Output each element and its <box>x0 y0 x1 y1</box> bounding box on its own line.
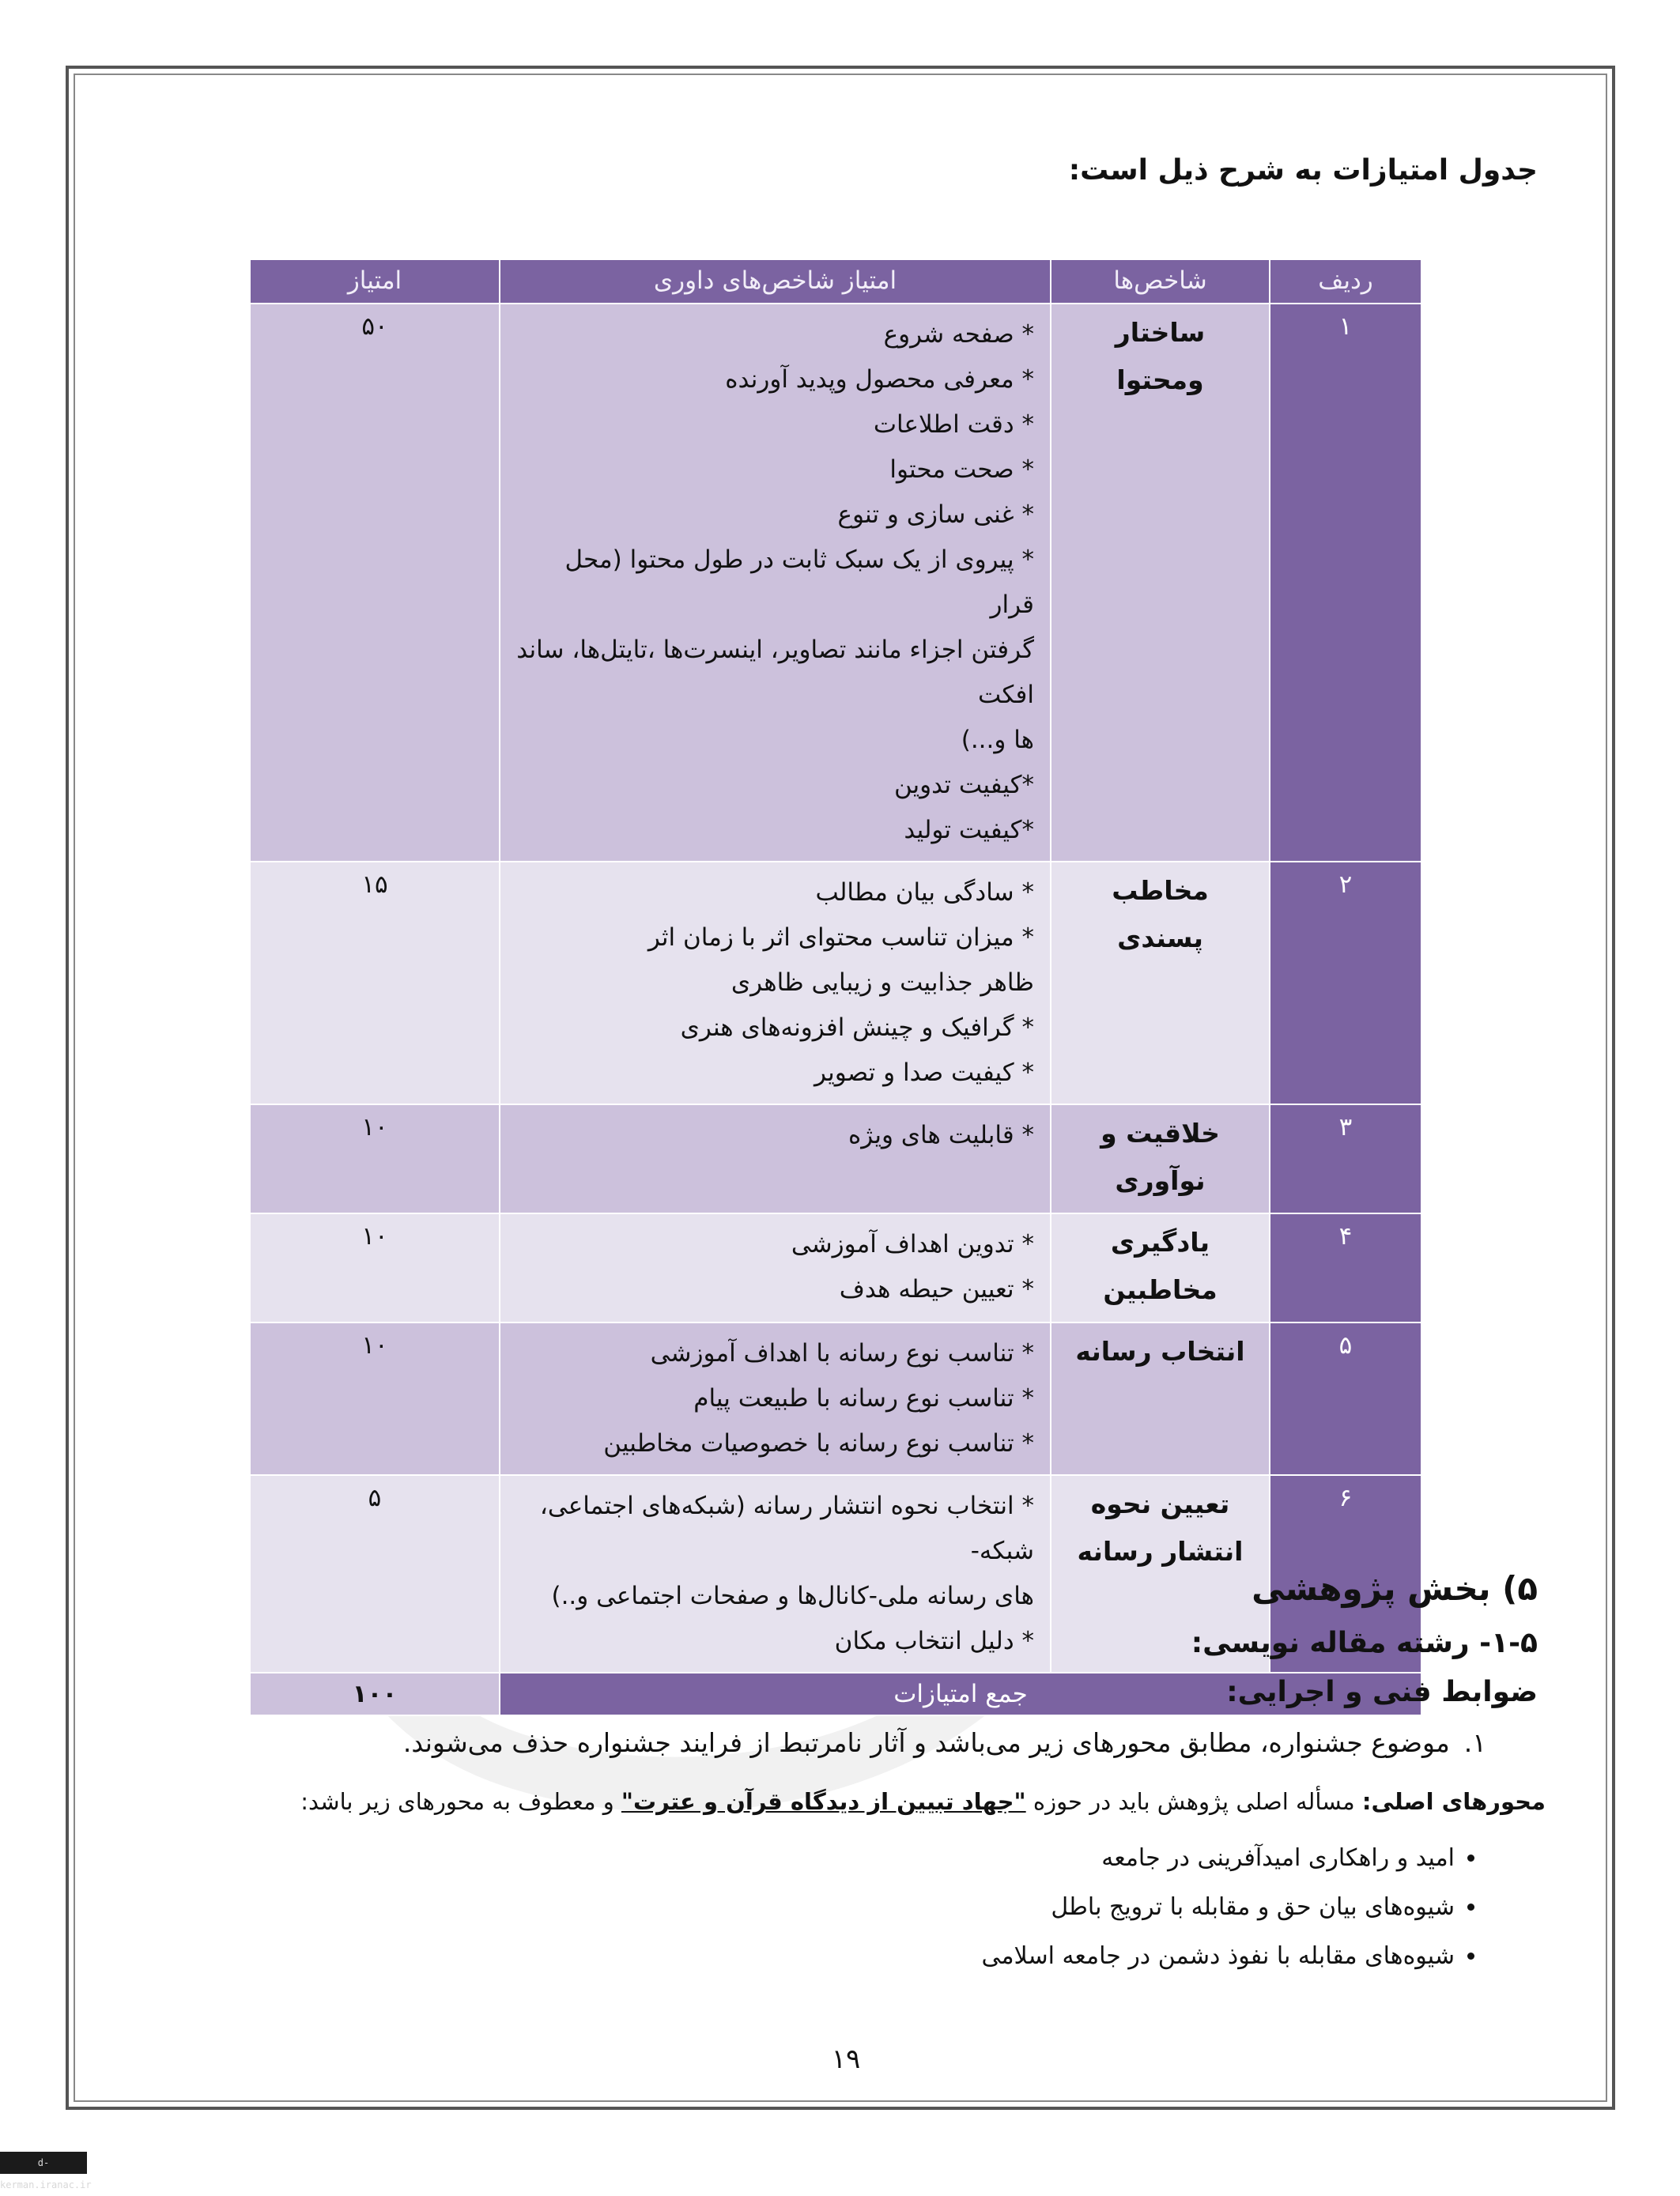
row-number: ۳ <box>1270 1104 1421 1213</box>
subsection-subtitle: ضوابط فنی و اجرایی: <box>1226 1676 1538 1708</box>
axes-text-after: و معطوف به محورهای زیر باشد: <box>300 1788 621 1815</box>
axes-highlight: "جهاد تبیین از دیدگاه قرآن و عترت" <box>621 1788 1026 1815</box>
criteria-item: ها و...) <box>961 726 1034 754</box>
row-score: ۵ <box>250 1475 500 1673</box>
section-title: ۵) بخش پژوهشی <box>1252 1569 1538 1608</box>
criteria-item: ظاهر جذابیت و زیبایی ظاهری <box>731 968 1034 997</box>
row-criteria <box>500 304 1051 862</box>
site-logo: d-kerman.iranac.ir <box>0 2152 87 2174</box>
row-score: ۱۵ <box>250 862 500 1104</box>
list-item: • شیوه‌های مقابله با نفوذ دشمن در جامعه اسلامی <box>506 1932 1455 1981</box>
row-score: ۱۰ <box>250 1213 500 1323</box>
criteria-item: * غنی سازی و تنوع <box>837 500 1034 529</box>
list-item: • امید و راهکاری امیدآفرینی در جامعه <box>506 1834 1455 1883</box>
criteria-item: * تناسب نوع رسانه با خصوصیات مخاطبین <box>603 1429 1034 1458</box>
axes-list <box>506 1834 1486 1981</box>
row-number: ۵ <box>1270 1323 1421 1475</box>
row-number: ۶ <box>1270 1475 1421 1673</box>
criteria-item: * تعیین حیطه هدف <box>839 1275 1034 1304</box>
table-row <box>250 1323 1421 1475</box>
table-row <box>250 304 1421 862</box>
axes-label: محورهای اصلی: <box>1361 1788 1546 1815</box>
row-number: ۴ <box>1270 1213 1421 1323</box>
table-heading: جدول امتیازات به شرح ذیل است: <box>1068 154 1538 187</box>
row-indicator: مخاطب پسندی <box>1051 862 1270 1104</box>
criteria-item: * معرفی محصول وپدید آورنده <box>725 365 1034 394</box>
row-score: ۱۰ <box>250 1323 500 1475</box>
row-number: ۱ <box>1270 304 1421 862</box>
header-row-number: ردیف <box>1270 259 1421 304</box>
row-criteria <box>500 1323 1051 1475</box>
header-indicator: شاخص‌ها <box>1051 259 1270 304</box>
criteria-item: * کیفیت صدا و تصویر <box>814 1058 1034 1087</box>
header-criteria: امتیاز شاخص‌های داوری <box>500 259 1051 304</box>
criteria-item: های رسانه ملی-کانال‌ها و صفحات اجتماعی و..) <box>551 1582 1034 1610</box>
row-score: ۵۰ <box>250 304 500 862</box>
row-indicator: تعیین نحوه انتشار رسانه <box>1051 1475 1270 1673</box>
item-number: ۱. <box>1463 1727 1486 1758</box>
row-score: ۱۰ <box>250 1104 500 1213</box>
score-table <box>249 258 1422 1716</box>
item-text: موضوع جشنواره، مطابق محورهای زیر می‌باشد و آثار نامرتبط از فرایند جشنواره حذف می‌شوند. <box>402 1727 1450 1758</box>
table-row <box>250 862 1421 1104</box>
header-score: امتیاز <box>250 259 500 304</box>
list-item: • شیوه‌های بیان حق و مقابله با ترویج باطل <box>506 1883 1455 1932</box>
row-criteria <box>500 862 1051 1104</box>
criteria-item: * انتخاب نحوه انتشار رسانه (شبکه‌های اجتماعی، شبکه- <box>539 1492 1034 1565</box>
criteria-item: * تناسب نوع رسانه با طبیعت پیام <box>693 1384 1034 1413</box>
criteria-item: * میزان تناسب محتوای اثر با زمان اثر <box>647 923 1034 952</box>
total-label: جمع امتیازات <box>500 1673 1421 1715</box>
criteria-item: *کیفیت تولید <box>904 816 1034 844</box>
criteria-item: * صحت محتوا <box>889 455 1034 484</box>
row-indicator: انتخاب رسانه <box>1051 1323 1270 1475</box>
criteria-item: * تدوین اهداف آموزشی <box>791 1230 1034 1258</box>
subsection-title: ۱-۵- رشته مقاله نویسی: <box>1191 1627 1538 1659</box>
page-number: ۱۹ <box>831 2043 861 2075</box>
criteria-item: * دقت اطلاعات <box>873 410 1034 439</box>
criteria-item: * دلیل انتخاب مکان <box>834 1627 1034 1655</box>
criteria-item: گرفتن اجزاء مانند تصاویر، اینسرت‌ها ،تایتل‌ها، ساند افکت <box>516 636 1034 709</box>
criteria-item: *کیفیت تدوین <box>893 771 1034 799</box>
table-row <box>250 1104 1421 1213</box>
main-axes-paragraph <box>202 1788 1546 1815</box>
table-header-row <box>250 259 1421 304</box>
row-indicator: یادگیری مخاطبین <box>1051 1213 1270 1323</box>
criteria-item: * گرافیک و چینش افزونه‌های هنری <box>680 1013 1034 1042</box>
row-indicator: ساختار ومحتوا <box>1051 304 1270 862</box>
axes-text-before: مسأله اصلی پژوهش باید در حوزه <box>1025 1788 1362 1815</box>
row-criteria <box>500 1104 1051 1213</box>
criteria-item: * پیروی از یک سبک ثابت در طول محتوا (محل قرار <box>564 545 1034 619</box>
criteria-item: * سادگی بیان مطالب <box>815 878 1034 907</box>
total-value: ۱۰۰ <box>250 1673 500 1715</box>
numbered-item <box>221 1727 1486 1758</box>
criteria-item: * صفحه شروع <box>883 320 1034 349</box>
row-criteria <box>500 1213 1051 1323</box>
criteria-item: * قابلیت های ویژه <box>848 1121 1034 1149</box>
row-number: ۲ <box>1270 862 1421 1104</box>
table-row <box>250 1213 1421 1323</box>
row-indicator: خلاقیت و نوآوری <box>1051 1104 1270 1213</box>
criteria-item: * تناسب نوع رسانه با اهداف آموزشی <box>650 1339 1034 1368</box>
